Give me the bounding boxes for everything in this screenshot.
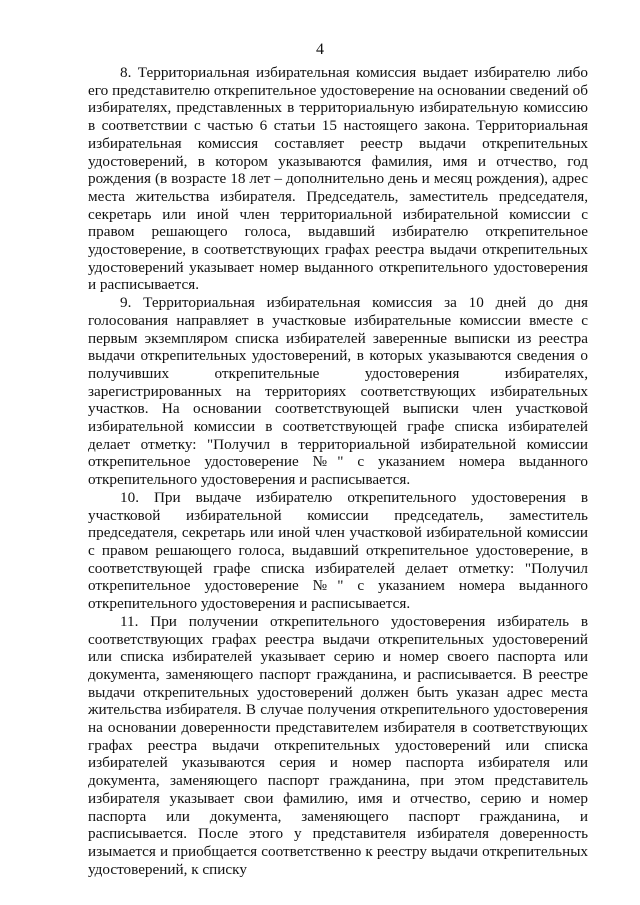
- paragraph-11: 11. При получении открепительного удостоверения избиратель в соответствующих графах реестра выдачи открепительных удостоверений или списка избирателей указывает серию и номер своего паспорта или документа, заменяющего паспорт гражданина, и расписывается. В реестре выдачи открепительных удостоверений должен быть указан адрес места жительства избирателя. В случае получения открепительного удостоверения на основании доверенности представителем избирателя в соответствующих графах реестра выдачи открепительных удостоверений или списка избирателей указываются серия и номер паспорта избирателя или документа, заменяющего паспорт гражданина, при этом представитель избирателя указывает свои фамилию, имя и отчество, серию и номер паспорта или документа, заменяющего паспорт гражданина, и расписывается. После этого у представителя избирателя доверенность изымается и приобщается соответственно к реестру выдачи открепительных удостоверений, к списку: [88, 612, 588, 878]
- paragraph-10: 10. При выдаче избирателю открепительного удостоверения в участковой избирательной комиссии председатель, заместитель председателя, секретарь или иной член участковой избирательной комиссии с правом решающего голоса, выдавший открепительное удостоверение, в соответствующей графе списка избирателей делает отметку: "Получил открепительное удостоверение №" с указанием номера выданного открепительного удостоверения и расписывается.: [88, 488, 588, 613]
- page-number: 4: [316, 41, 324, 58]
- paragraph-8: 8. Территориальная избирательная комиссия выдает избирателю либо его представителю открепительное удостоверение на основании сведений об избирателях, представленных в территориальную избирательную комиссию в соответствии с частью 6 статьи 15 настоящего закона. Территориальная избирательная комиссия составляет реестр выдачи открепительных удостоверений, в котором указываются фамилия, имя и отчество, год рождения (в возрасте 18 лет – дополнительно день и месяц рождения), адрес места жительства избирателя. Председатель, заместитель председателя, секретарь или иной член территориальной избирательной комиссии с правом решающего голоса, выдавший избирателю открепительное удостоверение, в соответствующих графах реестра выдачи открепительных удостоверений указывает номер выданного открепительного удостоверения и расписывается.: [88, 64, 588, 294]
- document-body: [88, 64, 588, 878]
- paragraph-9: 9. Территориальная избирательная комиссия за 10 дней до дня голосования направляет в участковые избирательные комиссии вместе с первым экземпляром списка избирателей заверенные выписки из реестра выдачи открепительных удостоверений, в которых указываются сведения о получивших открепительные удостоверения избирателях, зарегистрированных на территориях соответствующих избирательных участков. На основании соответствующей выписки член участковой избирательной комиссии в соответствующей графе списка избирателей делает отметку: "Получил в территориальной избирательной комиссии открепительное удостоверение №" с указанием номера выданного открепительного удостоверения и расписывается.: [88, 294, 588, 489]
